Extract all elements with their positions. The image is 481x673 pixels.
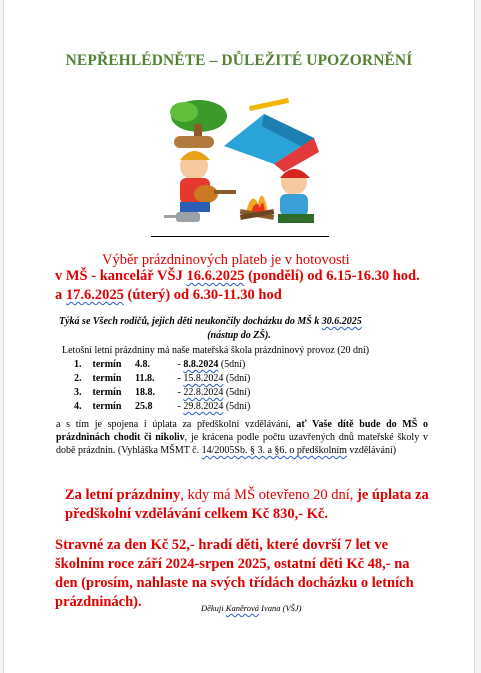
term-days: (5dní) [220, 359, 246, 370]
term-label: termín [92, 387, 122, 398]
term-number: 2. [74, 373, 82, 384]
term-days: (5dní) [225, 401, 251, 412]
term-days: (5dní) [225, 373, 251, 384]
term-to: 22.8.2024 [183, 387, 224, 398]
fee-notice-text: , kdy má MŠ otevřeno 20 dní, [180, 487, 358, 503]
term-from: 18.8. [135, 387, 155, 398]
signature-text: Děkuji [201, 603, 226, 613]
term-from: 11.8. [135, 373, 155, 384]
fee-notice [65, 486, 445, 524]
term-to: 29.8.2024 [183, 401, 224, 412]
announce-line-2-tail: (pondělí) od 6.15-16.30 hod. [244, 268, 420, 284]
term-number: 1. [74, 359, 82, 370]
term-separator: - [177, 401, 181, 412]
note-date: 30.6.2025 [321, 316, 362, 327]
term-row [74, 386, 250, 400]
term-to: 15.8.2024 [183, 373, 224, 384]
term-number: 4. [74, 401, 82, 412]
note-line-1 [59, 316, 362, 327]
fee-reduction-paragraph [56, 418, 428, 457]
announce-line-3 [55, 287, 282, 304]
term-label: termín [92, 401, 122, 412]
signature-surname: Kaněrová [225, 603, 260, 613]
signature [201, 603, 302, 613]
term-separator: - [177, 387, 181, 398]
signature-text: Ivana (VŠJ) [259, 603, 302, 613]
term-row [74, 358, 250, 372]
term-to: 8.8.2024 [183, 359, 219, 370]
term-row [74, 372, 250, 386]
announce-date-2: 17.6.2025 [65, 287, 124, 303]
term-separator: - [177, 373, 181, 384]
paragraph-text: a s tím je spojena i úplata za předškolní vzdělávání, [56, 419, 297, 430]
meals-notice: Stravné za den Kč 52,- hradí děti, které dovrší 7 let ve školním roce září 2024-srpen 2025, ostatní děti Kč 48,- na den (prosím, nahlaste na svých třídách docházku o letních prázdninách). [55, 537, 414, 610]
term-label: termín [92, 359, 122, 370]
term-days: (5dní) [225, 387, 251, 398]
paragraph-text: , je krácena podle počtu uzavřených dnů mateřské školy v době prázdnin. (Vyhláška MŠMT č. [56, 432, 428, 456]
paragraph-law-reference: 14/2005Sb. § 3. a §6. o předškolním [201, 445, 347, 456]
document-page [4, 0, 474, 673]
paragraph-emphasis: ať Vaše dítě bude do MŠ o prázdninách chodit či nikoliv [56, 419, 428, 443]
announce-line-2-text: v MŠ - kancelář VŠJ [55, 268, 187, 284]
fee-notice-lead: Za letní prázdniny [65, 487, 181, 503]
announce-line-2 [55, 268, 420, 285]
paragraph-text: vzdělávání) [346, 445, 397, 456]
announce-line-3-tail: (úterý) od 6.30-11.30 hod [123, 287, 282, 303]
term-row [74, 400, 250, 414]
note-line-2: (nástup do ZŠ). [207, 330, 271, 341]
intro-text: Letošní letní prázdniny má naše mateřská škola prázdninový provoz (20 dní) [62, 345, 370, 356]
terms-list [74, 358, 250, 414]
term-from: 25.8 [135, 401, 153, 412]
term-label: termín [92, 373, 122, 384]
term-separator: - [177, 359, 181, 370]
note-text: Týká se Všech rodičů, jejich děti neukončily docházku do MŠ k [59, 316, 322, 327]
term-from: 4.8. [135, 359, 150, 370]
page-heading: NEPŘEHLÉDNĚTE – DŮLEŽITÉ UPOZORNĚNÍ [65, 52, 413, 69]
divider-line [151, 236, 329, 237]
children-camping-illustration [154, 94, 334, 234]
fee-notice-amount: je úplata za předškolní vzdělávání celkem Kč 830,- Kč. [65, 487, 429, 522]
term-number: 3. [74, 387, 82, 398]
announce-line-3-text: a [55, 287, 66, 303]
announce-line-1: Výběr prázdninových plateb je v hotovosti [102, 252, 350, 268]
announce-date-1: 16.6.2025 [186, 268, 245, 284]
